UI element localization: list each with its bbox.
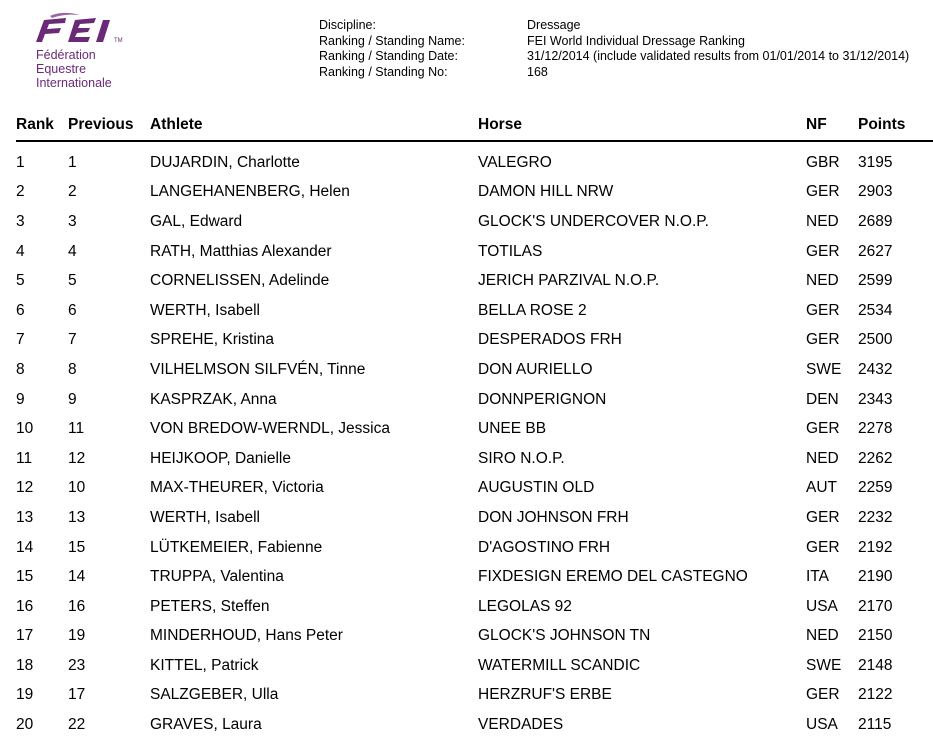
- points-cell: 2170: [858, 597, 893, 615]
- previous-cell: 17: [68, 686, 86, 704]
- table-row: [16, 533, 933, 563]
- points-cell: 2599: [858, 272, 893, 290]
- meta-label: Ranking / Standing No:: [319, 64, 448, 79]
- horse-cell: GLOCK'S JOHNSON TN: [478, 627, 651, 645]
- previous-cell: 6: [68, 301, 77, 319]
- athlete-cell: RATH, Matthias Alexander: [150, 242, 332, 260]
- header-athlete: Athlete: [150, 110, 478, 141]
- athlete-cell: VON BREDOW-WERNDL, Jessica: [150, 420, 390, 438]
- points-cell: 2115: [858, 716, 892, 734]
- rank-cell: 19: [16, 686, 34, 704]
- rank-cell: 7: [16, 331, 25, 349]
- points-cell: 2262: [858, 449, 893, 467]
- athlete-cell: WERTH, Isabell: [150, 301, 260, 319]
- table-row: [16, 562, 933, 592]
- nf-cell: GER: [806, 686, 840, 704]
- table-row: [16, 296, 933, 326]
- previous-cell: 11: [68, 420, 85, 438]
- athlete-cell: SPREHE, Kristina: [150, 331, 275, 349]
- rank-cell: 6: [16, 301, 25, 319]
- ranking-table: [16, 110, 933, 740]
- athlete-cell: DUJARDIN, Charlotte: [150, 153, 300, 171]
- horse-cell: UNEE BB: [478, 420, 547, 438]
- table-row: [16, 474, 933, 504]
- previous-cell: 23: [68, 656, 86, 674]
- athlete-cell: KITTEL, Patrick: [150, 656, 259, 674]
- nf-cell: GER: [806, 508, 840, 526]
- athlete-cell: PETERS, Steffen: [150, 597, 270, 615]
- header-rank: Rank: [16, 110, 68, 141]
- logo-line-equestre: Equestre: [36, 62, 87, 76]
- rank-cell: 1: [16, 153, 25, 171]
- nf-cell: SWE: [806, 360, 842, 378]
- points-cell: 2148: [858, 656, 893, 674]
- svg-text:TM: TM: [114, 38, 123, 44]
- horse-cell: BELLA ROSE 2: [478, 301, 587, 319]
- meta-value: 31/12/2014 (include validated results from 01/01/2014 to 31/12/2014): [527, 49, 910, 63]
- horse-cell: TOTILAS: [478, 242, 543, 260]
- table-row: [16, 141, 933, 178]
- nf-cell: ITA: [806, 568, 829, 586]
- nf-cell: DEN: [806, 390, 839, 408]
- athlete-cell: GRAVES, Laura: [150, 716, 262, 734]
- meta-label: Ranking / Standing Name:: [319, 33, 465, 48]
- points-cell: 2190: [858, 568, 893, 586]
- points-cell: 2343: [858, 390, 893, 408]
- meta-row-name: [319, 34, 909, 50]
- table-row: [16, 326, 933, 356]
- horse-cell: HERZRUF'S ERBE: [478, 686, 612, 704]
- meta-row-date: [319, 49, 909, 65]
- athlete-cell: LÜTKEMEIER, Fabienne: [150, 538, 323, 556]
- previous-cell: 2: [68, 183, 77, 201]
- nf-cell: NED: [806, 449, 839, 467]
- horse-cell: LEGOLAS 92: [478, 597, 572, 615]
- athlete-cell: CORNELISSEN, Adelinde: [150, 272, 330, 290]
- nf-cell: NED: [806, 627, 839, 645]
- table-row: [16, 237, 933, 267]
- previous-cell: 9: [68, 390, 77, 408]
- athlete-cell: TRUPPA, Valentina: [150, 568, 284, 586]
- previous-cell: 8: [68, 360, 77, 378]
- nf-cell: AUT: [806, 479, 837, 497]
- horse-cell: SIRO N.O.P.: [478, 449, 565, 467]
- rank-cell: 20: [16, 716, 34, 734]
- header-previous: Previous: [68, 110, 150, 141]
- rank-cell: 11: [16, 449, 33, 467]
- rank-cell: 10: [16, 420, 34, 438]
- athlete-cell: GAL, Edward: [150, 212, 243, 230]
- horse-cell: DON JOHNSON FRH: [478, 508, 629, 526]
- nf-cell: NED: [806, 272, 839, 290]
- table-row: [16, 681, 933, 711]
- horse-cell: VALEGRO: [478, 153, 552, 171]
- points-cell: 2122: [858, 686, 893, 704]
- meta-row-discipline: [319, 18, 909, 34]
- horse-cell: WATERMILL SCANDIC: [478, 656, 641, 674]
- meta-value: 168: [527, 64, 548, 79]
- meta-value: FEI World Individual Dressage Ranking: [527, 33, 745, 48]
- rank-cell: 5: [16, 272, 25, 290]
- rank-cell: 9: [16, 390, 25, 408]
- rank-cell: 14: [16, 538, 34, 556]
- nf-cell: GER: [806, 538, 840, 556]
- rank-cell: 18: [16, 656, 34, 674]
- nf-cell: SWE: [806, 656, 842, 674]
- horse-cell: AUGUSTIN OLD: [478, 479, 595, 497]
- table-header-row: [16, 110, 933, 141]
- table-row: [16, 710, 933, 740]
- fei-logo-mark: [30, 12, 140, 48]
- points-cell: 2278: [858, 420, 893, 438]
- table-row: [16, 503, 933, 533]
- table-row: [16, 651, 933, 681]
- points-cell: 2432: [858, 360, 893, 378]
- table-row: [16, 178, 933, 208]
- previous-cell: 3: [68, 212, 77, 230]
- rank-cell: 16: [16, 597, 34, 615]
- ranking-meta: [319, 18, 909, 80]
- rank-cell: 15: [16, 568, 34, 586]
- logo-line-federation: Fédération: [36, 48, 96, 62]
- nf-cell: GBR: [806, 153, 840, 171]
- rank-cell: 13: [16, 508, 34, 526]
- nf-cell: USA: [806, 597, 838, 615]
- nf-cell: NED: [806, 212, 839, 230]
- fei-logo: [30, 12, 140, 92]
- rank-cell: 3: [16, 212, 25, 230]
- horse-cell: GLOCK'S UNDERCOVER N.O.P.: [478, 212, 709, 230]
- meta-label: Ranking / Standing Date:: [319, 49, 458, 63]
- table-row: [16, 622, 933, 652]
- points-cell: 2689: [858, 212, 893, 230]
- previous-cell: 5: [68, 272, 77, 290]
- previous-cell: 15: [68, 538, 86, 556]
- horse-cell: DAMON HILL NRW: [478, 183, 614, 201]
- previous-cell: 16: [68, 597, 86, 615]
- nf-cell: GER: [806, 420, 840, 438]
- rank-cell: 8: [16, 360, 25, 378]
- table-row: [16, 444, 933, 474]
- meta-label: Discipline:: [319, 18, 376, 32]
- previous-cell: 19: [68, 627, 86, 645]
- horse-cell: DESPERADOS FRH: [478, 331, 622, 349]
- points-cell: 2259: [858, 479, 893, 497]
- nf-cell: GER: [806, 301, 840, 319]
- horse-cell: FIXDESIGN EREMO DEL CASTEGNO: [478, 568, 748, 586]
- points-cell: 2500: [858, 331, 893, 349]
- athlete-cell: SALZGEBER, Ulla: [150, 686, 279, 704]
- rank-cell: 12: [16, 479, 34, 497]
- header-points: Points: [858, 110, 933, 141]
- meta-value: Dressage: [527, 18, 581, 32]
- athlete-cell: LANGEHANENBERG, Helen: [150, 183, 350, 201]
- points-cell: 2627: [858, 242, 893, 260]
- rank-cell: 4: [16, 242, 25, 260]
- header-nf: NF: [806, 110, 858, 141]
- points-cell: 2150: [858, 627, 893, 645]
- points-cell: 2534: [858, 301, 893, 319]
- rank-cell: 2: [16, 183, 25, 201]
- points-cell: 2192: [858, 538, 893, 556]
- previous-cell: 22: [68, 716, 86, 734]
- table-row: [16, 355, 933, 385]
- previous-cell: 13: [68, 508, 86, 526]
- horse-cell: D'AGOSTINO FRH: [478, 538, 611, 556]
- points-cell: 3195: [858, 153, 893, 171]
- nf-cell: GER: [806, 183, 840, 201]
- athlete-cell: KASPRZAK, Anna: [150, 390, 277, 408]
- previous-cell: 7: [68, 331, 77, 349]
- rank-cell: 17: [16, 627, 34, 645]
- header-horse: Horse: [478, 110, 806, 141]
- athlete-cell: VILHELMSON SILFVÉN, Tinne: [150, 360, 366, 378]
- logo-line-internationale: Internationale: [36, 76, 112, 90]
- horse-cell: DON AURIELLO: [478, 360, 593, 378]
- table-row: [16, 592, 933, 622]
- previous-cell: 14: [68, 568, 86, 586]
- meta-row-number: [319, 65, 909, 81]
- table-body: [16, 141, 933, 740]
- horse-cell: VERDADES: [478, 716, 564, 734]
- athlete-cell: WERTH, Isabell: [150, 508, 260, 526]
- athlete-cell: MINDERHOUD, Hans Peter: [150, 627, 343, 645]
- nf-cell: GER: [806, 242, 840, 260]
- table-row: [16, 266, 933, 296]
- horse-cell: JERICH PARZIVAL N.O.P.: [478, 272, 660, 290]
- nf-cell: USA: [806, 716, 838, 734]
- nf-cell: GER: [806, 331, 840, 349]
- previous-cell: 10: [68, 479, 86, 497]
- horse-cell: DONNPERIGNON: [478, 390, 607, 408]
- table-row: [16, 414, 933, 444]
- previous-cell: 4: [68, 242, 77, 260]
- points-cell: 2903: [858, 183, 893, 201]
- table-row: [16, 385, 933, 415]
- previous-cell: 12: [68, 449, 86, 467]
- athlete-cell: HEIJKOOP, Danielle: [150, 449, 291, 467]
- athlete-cell: MAX-THEURER, Victoria: [150, 479, 324, 497]
- previous-cell: 1: [68, 153, 77, 171]
- points-cell: 2232: [858, 508, 893, 526]
- table-row: [16, 207, 933, 237]
